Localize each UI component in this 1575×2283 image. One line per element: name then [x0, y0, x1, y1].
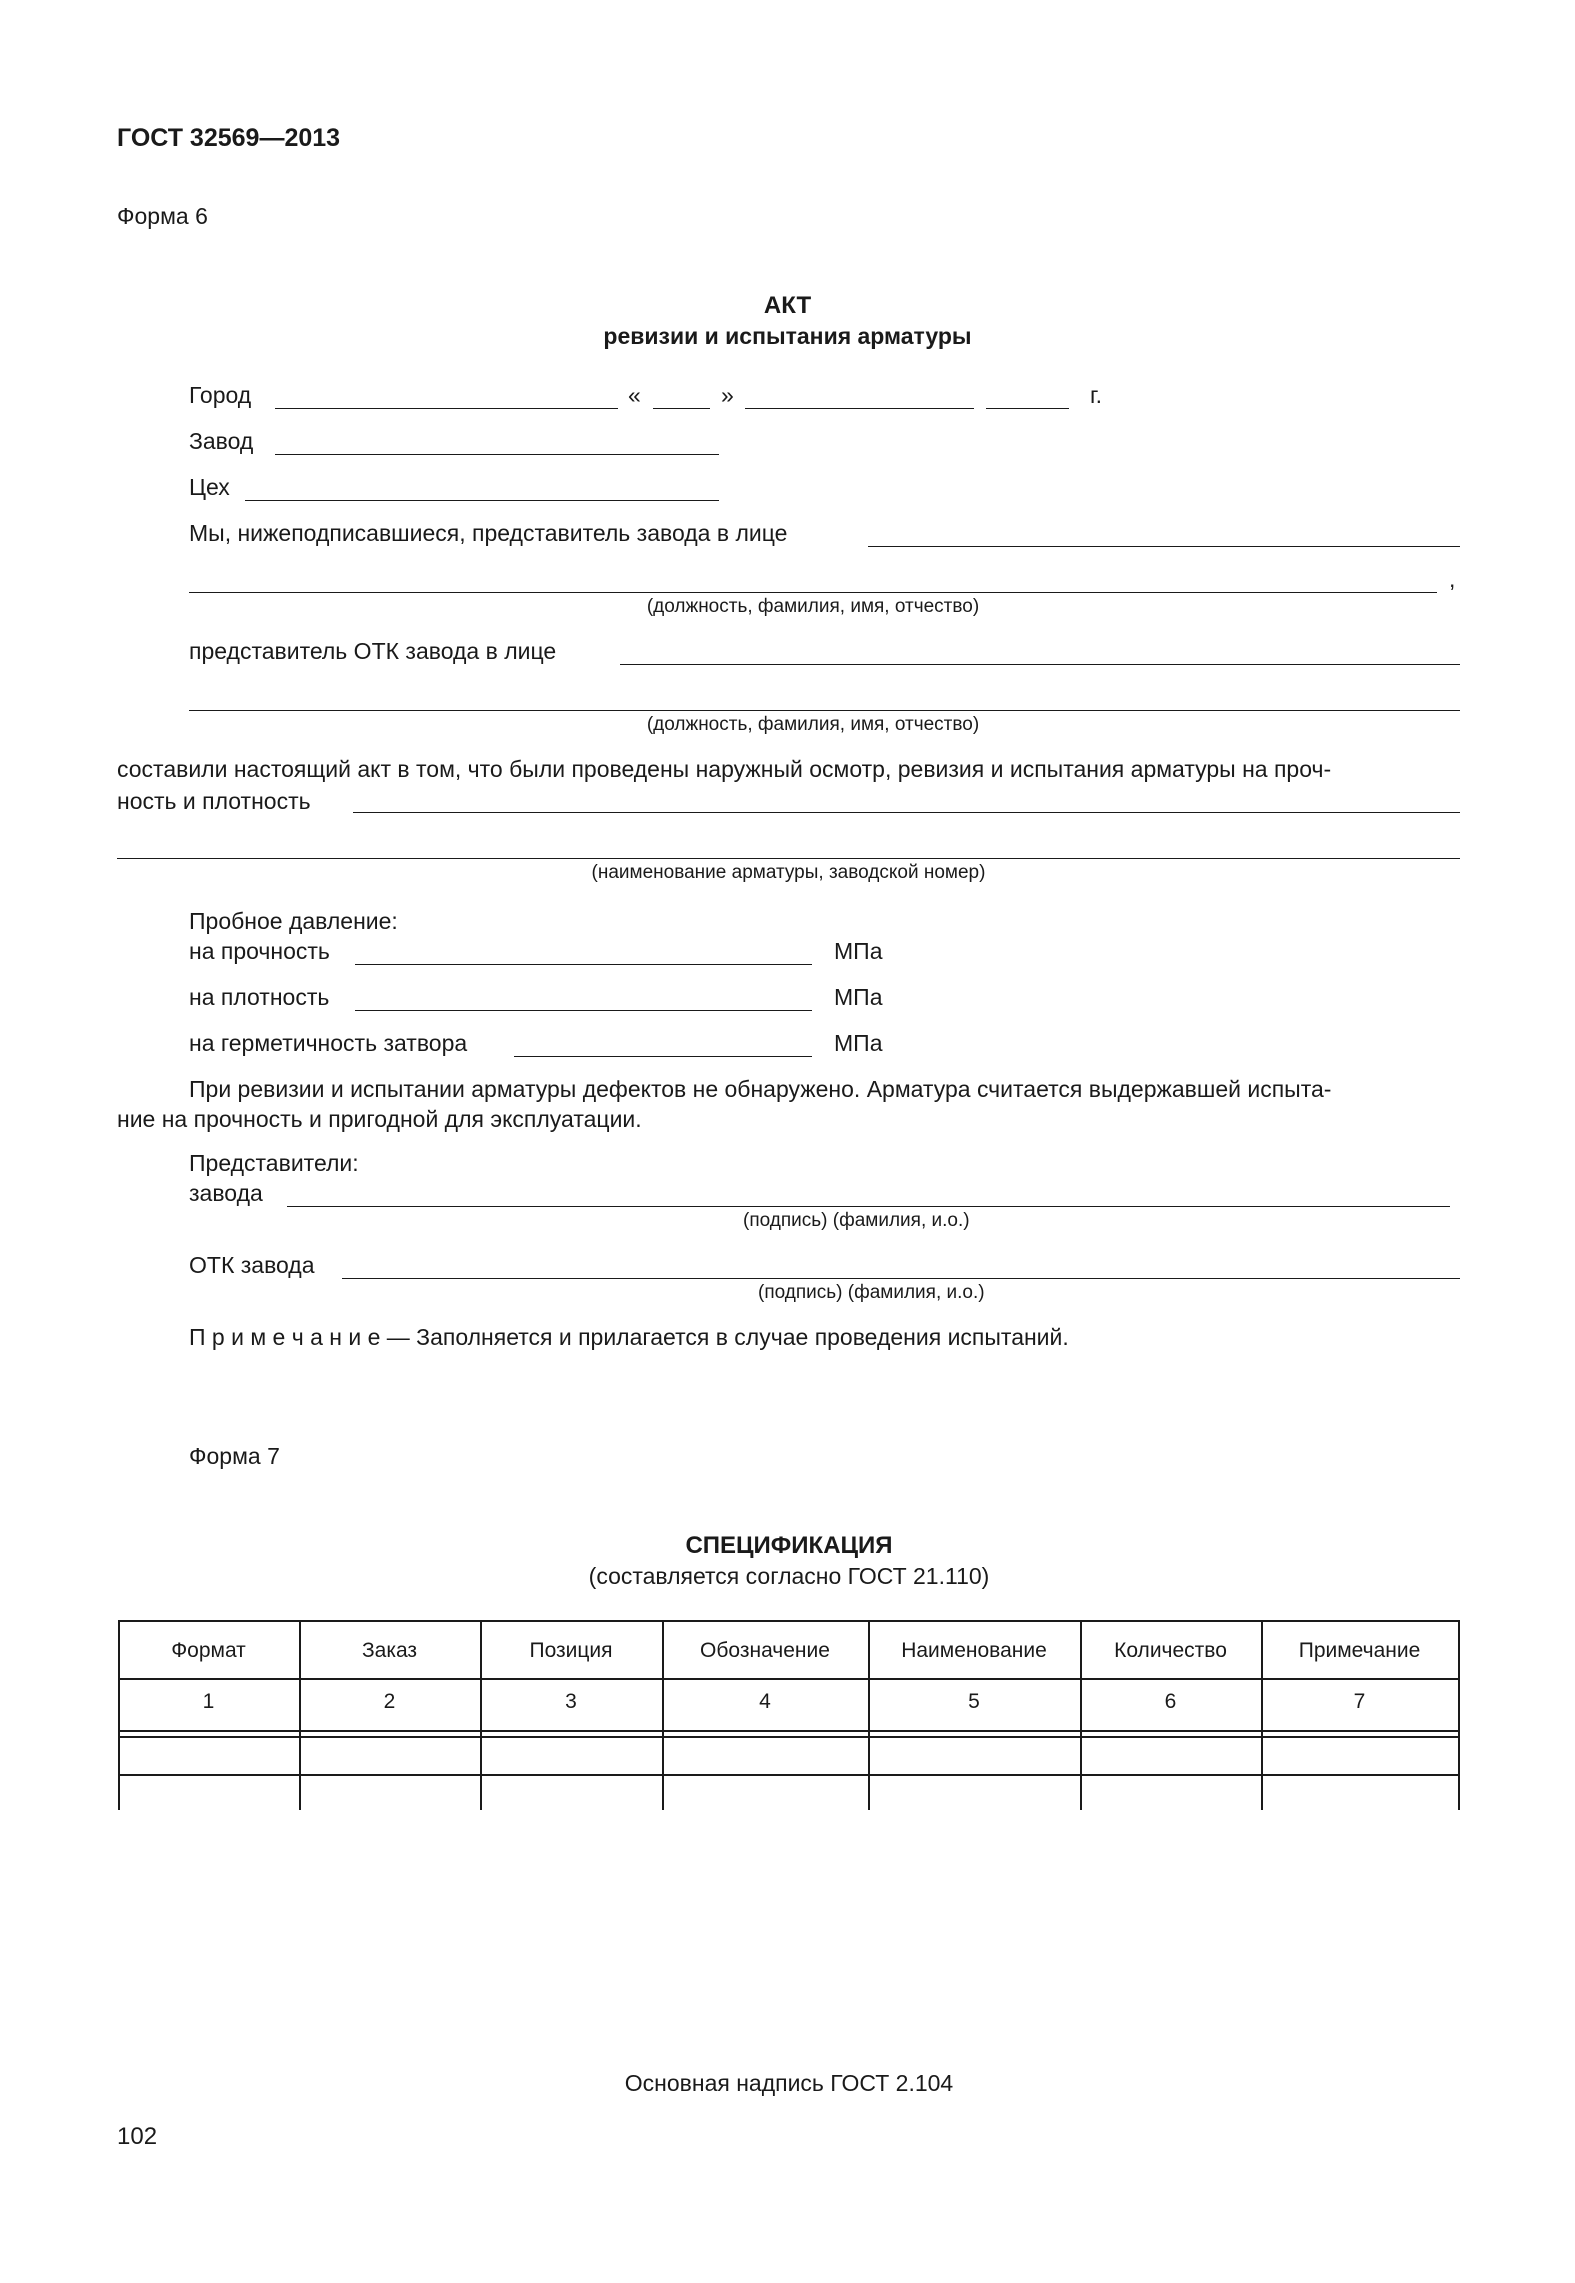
- strength-label: на прочность: [189, 938, 330, 964]
- document-code: ГОСТ 32569—2013: [117, 124, 341, 152]
- density-field[interactable]: [355, 1010, 812, 1011]
- month-field[interactable]: [745, 408, 974, 409]
- col-number-7: 7: [1353, 1690, 1366, 1713]
- note-text: — Заполняется и прилагается в случае проведения испытаний.: [380, 1324, 1069, 1350]
- col-header-note: Примечание: [1298, 1639, 1421, 1662]
- quote-open: «: [628, 382, 641, 408]
- col-number-1: 1: [202, 1690, 215, 1713]
- otk-text: представитель ОТК завода в лице: [189, 638, 557, 664]
- item-field[interactable]: [353, 812, 1460, 813]
- table-number-divider-double: [118, 1736, 1460, 1738]
- year-field[interactable]: [986, 408, 1069, 409]
- spec-title: СПЕЦИФИКАЦИЯ: [685, 1532, 893, 1559]
- strength-unit: МПа: [834, 938, 883, 964]
- otk-rep-sign-field[interactable]: [342, 1278, 1460, 1279]
- plant-rep-label: завода: [189, 1180, 263, 1206]
- day-field[interactable]: [653, 408, 710, 409]
- col-number-6: 6: [1164, 1690, 1177, 1713]
- otk-rep-name-field-2[interactable]: [189, 710, 1460, 711]
- table-col-line: [1458, 1620, 1460, 1810]
- item-field-2[interactable]: [117, 858, 1460, 859]
- shop-label: Цех: [189, 474, 230, 500]
- col-number-2: 2: [383, 1690, 396, 1713]
- table-header-divider: [118, 1678, 1460, 1680]
- col-header-quantity: Количество: [1114, 1639, 1227, 1662]
- density-label: на плотность: [189, 984, 330, 1010]
- table-number-divider: [118, 1730, 1460, 1732]
- note: [189, 1324, 1069, 1351]
- note-label: П р и м е ч а н и е: [189, 1324, 381, 1350]
- tightness-label: на герметичность затвора: [189, 1030, 468, 1056]
- tightness-unit: МПа: [834, 1030, 883, 1056]
- act-statement-line1: составили настоящий акт в том, что были проведены наружный осмотр, ревизия и испытания арматуры на проч-: [117, 756, 1332, 782]
- col-number-4: 4: [759, 1690, 771, 1713]
- shop-field[interactable]: [245, 500, 719, 501]
- title-block-note: Основная надпись ГОСТ 2.104: [624, 2070, 954, 2096]
- caption-sign-2: (подпись) (фамилия, и.о.): [758, 1282, 985, 1303]
- table-row-divider: [118, 1774, 1460, 1776]
- act-title: АКТ: [763, 292, 812, 319]
- spec-subtitle: (составляется согласно ГОСТ 21.110): [588, 1563, 990, 1589]
- form7-label: Форма 7: [189, 1443, 280, 1469]
- year-suffix: г.: [1090, 382, 1102, 408]
- conclusion-line1: При ревизии и испытании арматуры дефектов не обнаружено. Арматура считается выдержавшей испыта-: [189, 1076, 1332, 1102]
- col-header-position: Позиция: [529, 1639, 613, 1662]
- plant-rep-name-field[interactable]: [868, 546, 1460, 547]
- plant-label: Завод: [189, 428, 254, 454]
- we-text: Мы, нижеподписавшиеся, представитель завода в лице: [189, 520, 788, 546]
- plant-rep-name-field-2[interactable]: [189, 592, 1437, 593]
- otk-rep-name-field[interactable]: [620, 664, 1460, 665]
- caption-item: (наименование арматуры, заводской номер): [591, 862, 986, 883]
- col-number-5: 5: [968, 1690, 980, 1713]
- plant-rep-sign-field[interactable]: [287, 1206, 1450, 1207]
- col-number-3: 3: [565, 1690, 577, 1713]
- conclusion-line2: ние на прочность и пригодной для эксплуатации.: [117, 1106, 642, 1132]
- quote-close: »: [721, 382, 734, 408]
- pressure-title: Пробное давление:: [189, 908, 398, 934]
- city-field[interactable]: [275, 408, 618, 409]
- table-border-top: [118, 1620, 1460, 1622]
- col-header-name: Наименование: [901, 1639, 1047, 1662]
- caption-person-1: (должность, фамилия, имя, отчество): [646, 596, 980, 617]
- act-statement-line2: ность и плотность: [117, 788, 311, 814]
- col-header-designation: Обозначение: [700, 1639, 830, 1662]
- form6-label: Форма 6: [117, 203, 208, 229]
- plant-field[interactable]: [275, 454, 719, 455]
- otk-rep-label: ОТК завода: [189, 1252, 315, 1278]
- col-header-order: Заказ: [361, 1639, 418, 1662]
- caption-person-2: (должность, фамилия, имя, отчество): [646, 714, 980, 735]
- city-label: Город: [189, 382, 252, 408]
- act-subtitle: ревизии и испытания арматуры: [603, 323, 972, 349]
- tightness-field[interactable]: [514, 1056, 812, 1057]
- page-number: 102: [117, 2123, 158, 2150]
- caption-sign-1: (подпись) (фамилия, и.о.): [743, 1210, 970, 1231]
- col-header-format: Формат: [171, 1639, 246, 1662]
- reps-title: Представители:: [189, 1150, 359, 1176]
- strength-field[interactable]: [355, 964, 812, 965]
- comma: ,: [1449, 566, 1456, 592]
- spec-table: [118, 1620, 1460, 1810]
- density-unit: МПа: [834, 984, 883, 1010]
